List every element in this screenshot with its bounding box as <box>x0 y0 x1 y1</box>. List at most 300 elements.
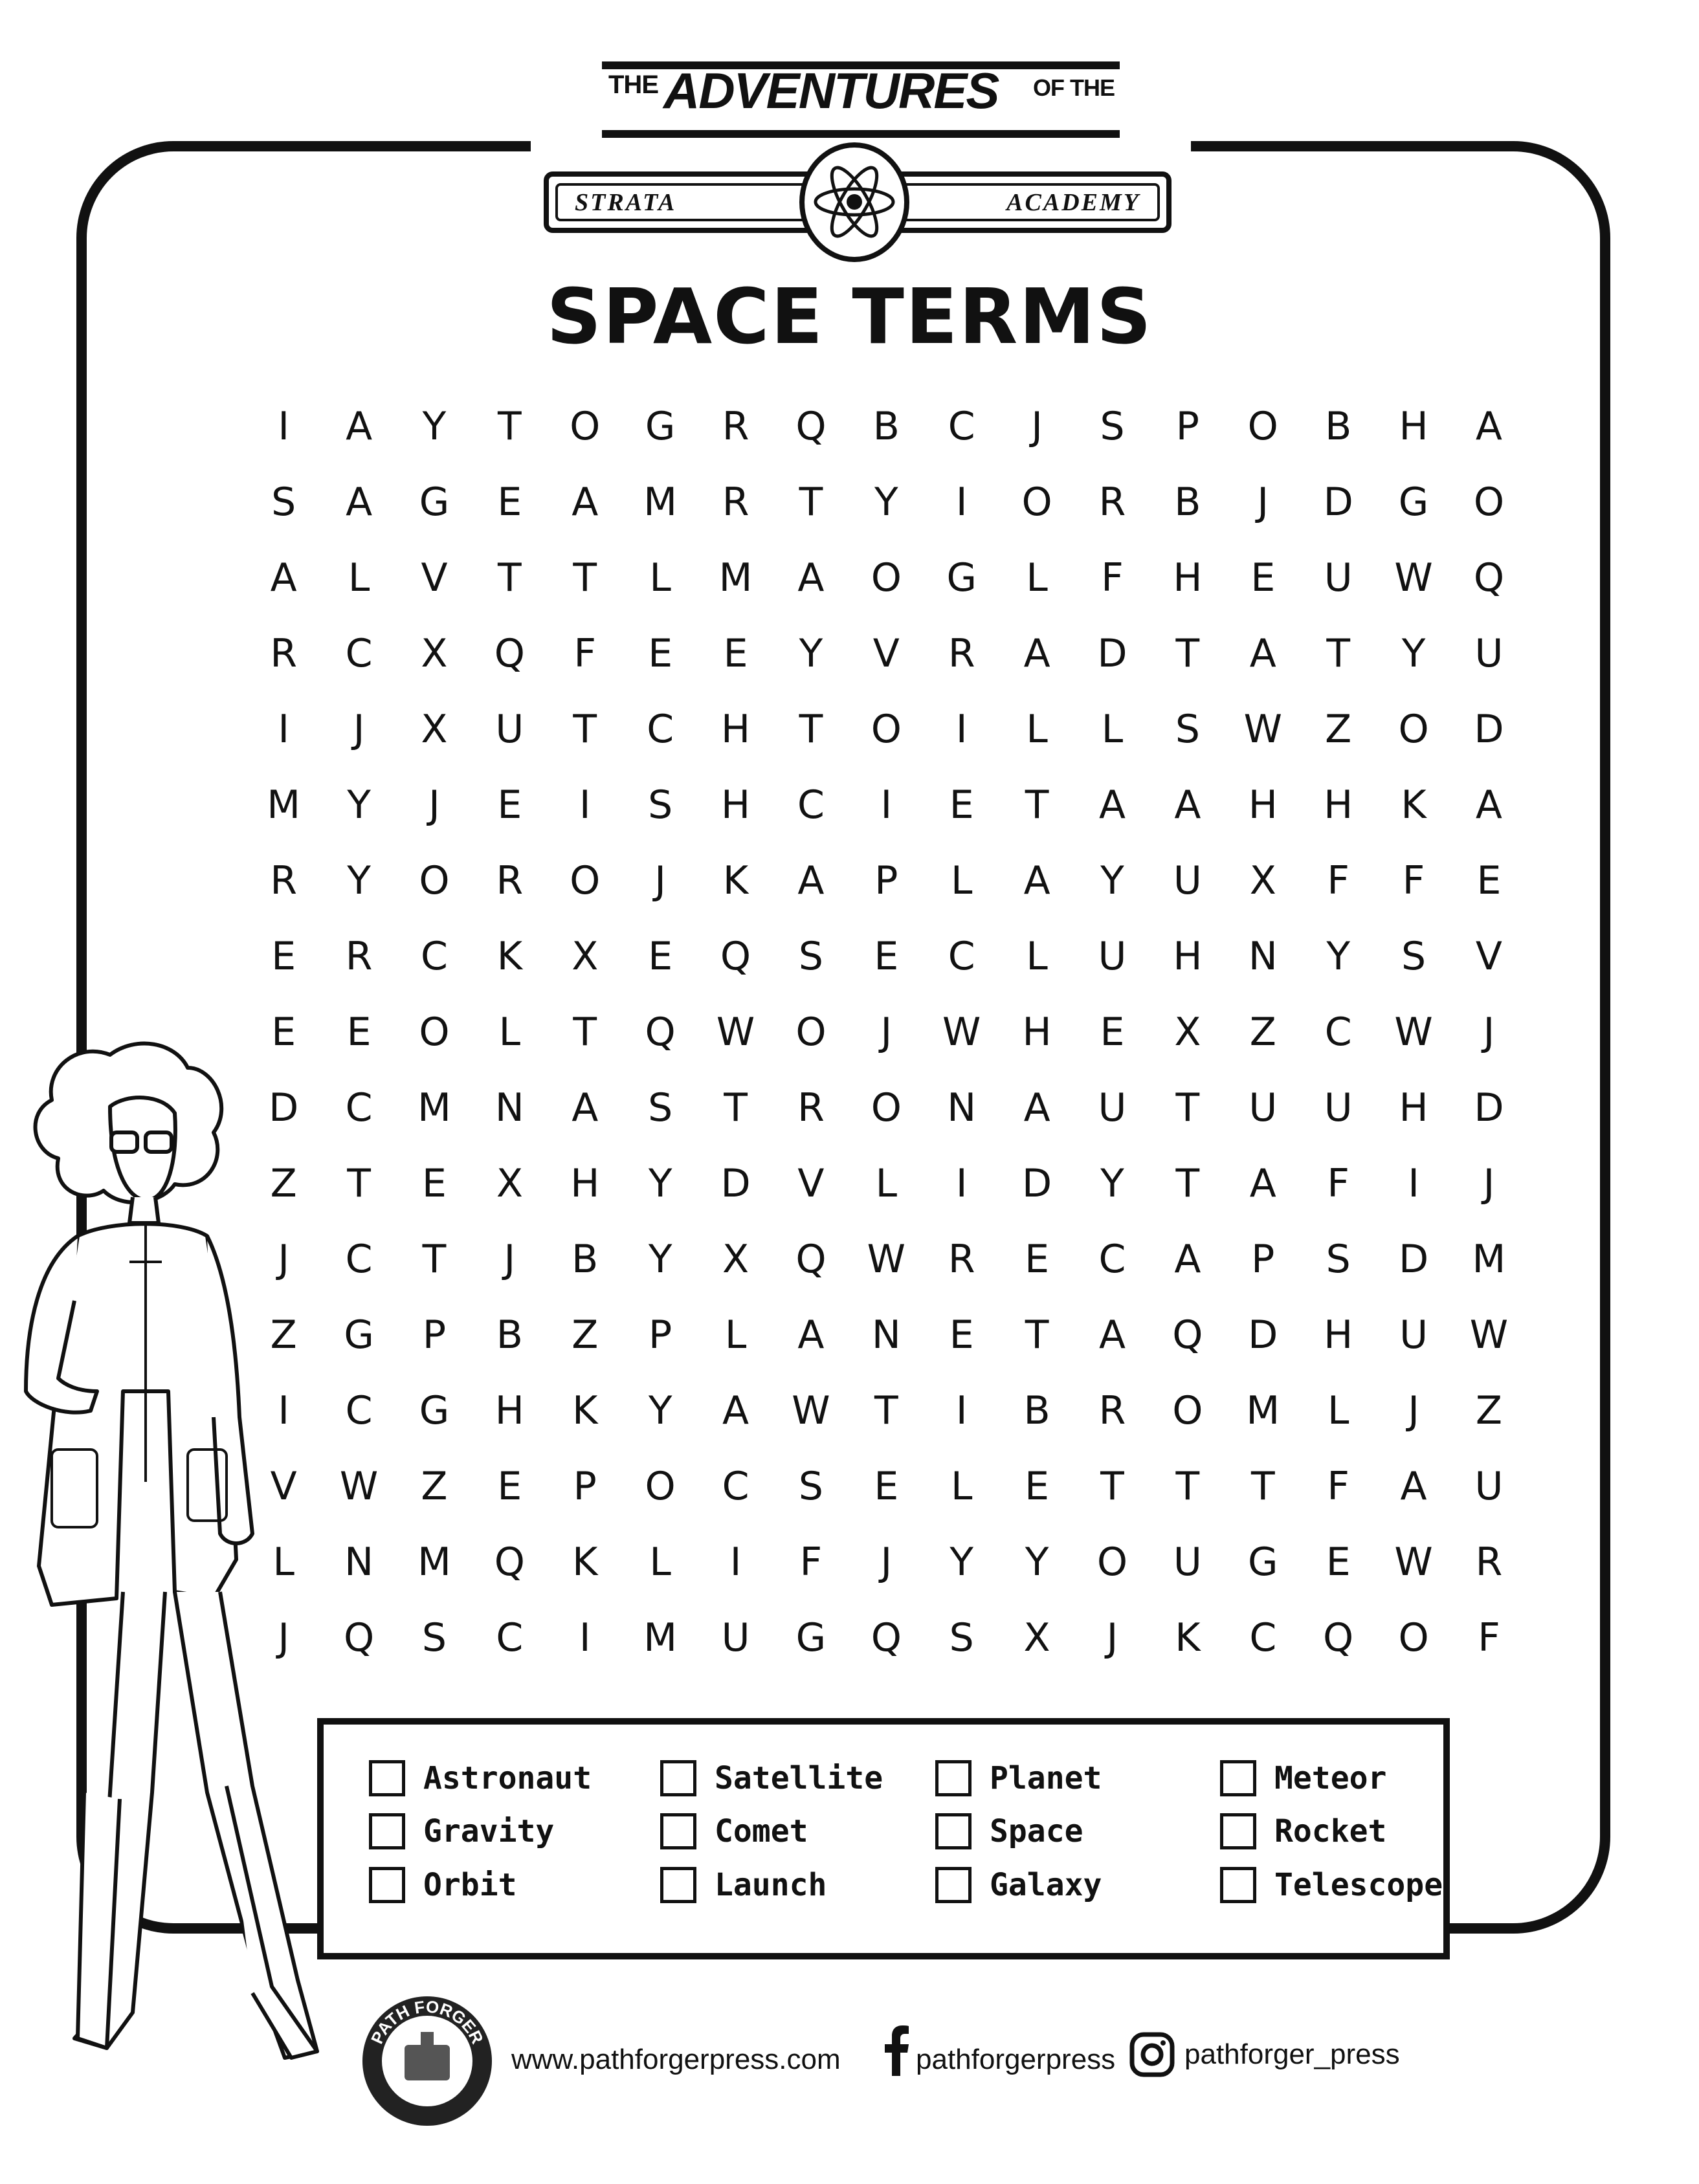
grid-letter[interactable]: V <box>872 630 900 676</box>
grid-letter[interactable]: A <box>1098 1312 1126 1358</box>
grid-letter[interactable]: H <box>1022 1009 1052 1055</box>
word-checkbox[interactable] <box>935 1867 972 1903</box>
grid-letter[interactable]: J <box>1031 403 1043 449</box>
grid-letter[interactable]: S <box>1175 706 1200 752</box>
grid-letter[interactable]: T <box>724 1085 748 1131</box>
grid-letter[interactable]: R <box>1475 1539 1503 1585</box>
grid-letter[interactable]: Y <box>347 782 371 828</box>
grid-letter[interactable]: I <box>278 403 290 449</box>
grid-letter[interactable]: A <box>1249 1160 1276 1206</box>
word-bank-item[interactable] <box>660 1867 827 1903</box>
grid-letter[interactable]: O <box>570 403 601 449</box>
grid-letter[interactable]: U <box>1474 1463 1504 1509</box>
grid-letter[interactable]: E <box>497 1463 522 1509</box>
grid-letter[interactable]: A <box>797 555 825 601</box>
word-checkbox[interactable] <box>660 1867 696 1903</box>
grid-letter[interactable]: Q <box>494 1539 525 1585</box>
grid-letter[interactable]: X <box>1023 1615 1050 1660</box>
grid-letter[interactable]: A <box>797 857 825 903</box>
grid-letter[interactable]: C <box>496 1615 524 1660</box>
grid-letter[interactable]: E <box>1025 1463 1050 1509</box>
grid-letter[interactable]: X <box>572 933 599 979</box>
grid-letter[interactable]: D <box>1022 1160 1052 1206</box>
grid-letter[interactable]: M <box>718 555 753 601</box>
grid-letter[interactable]: C <box>722 1463 750 1509</box>
grid-letter[interactable]: J <box>880 1539 893 1585</box>
grid-letter[interactable]: I <box>579 782 591 828</box>
grid-letter[interactable]: S <box>1326 1236 1351 1282</box>
grid-letter[interactable]: H <box>570 1160 600 1206</box>
grid-letter[interactable]: Z <box>421 1463 448 1509</box>
grid-letter[interactable]: L <box>950 1463 973 1509</box>
grid-letter[interactable]: H <box>1324 1312 1353 1358</box>
grid-letter[interactable]: O <box>871 706 902 752</box>
grid-letter[interactable]: H <box>720 706 751 752</box>
grid-letter[interactable]: A <box>346 479 373 525</box>
grid-letter[interactable]: O <box>795 1009 827 1055</box>
grid-letter[interactable]: U <box>1324 555 1353 601</box>
grid-letter[interactable]: M <box>643 1615 678 1660</box>
grid-letter[interactable]: T <box>1250 1463 1275 1509</box>
grid-letter[interactable]: A <box>797 1312 825 1358</box>
grid-letter[interactable]: U <box>495 706 524 752</box>
grid-letter[interactable]: T <box>573 555 597 601</box>
grid-letter[interactable]: Z <box>1325 706 1352 752</box>
grid-letter[interactable]: G <box>1398 479 1429 525</box>
grid-letter[interactable]: O <box>419 1009 450 1055</box>
grid-letter[interactable]: F <box>799 1539 823 1585</box>
grid-letter[interactable]: U <box>1399 1312 1428 1358</box>
grid-letter[interactable]: G <box>645 403 676 449</box>
grid-letter[interactable]: Q <box>1172 1312 1203 1358</box>
word-search-grid[interactable] <box>246 388 1527 1675</box>
grid-letter[interactable]: H <box>1399 1085 1428 1131</box>
grid-letter[interactable]: D <box>1474 1085 1504 1131</box>
grid-letter[interactable]: A <box>722 1387 750 1433</box>
grid-letter[interactable]: S <box>798 933 823 979</box>
grid-letter[interactable]: D <box>1474 706 1504 752</box>
word-checkbox[interactable] <box>369 1867 405 1903</box>
grid-letter[interactable]: N <box>947 1085 977 1131</box>
grid-letter[interactable]: X <box>722 1236 750 1282</box>
grid-letter[interactable]: Q <box>645 1009 676 1055</box>
grid-letter[interactable]: I <box>278 706 290 752</box>
grid-letter[interactable]: P <box>422 1312 447 1358</box>
grid-letter[interactable]: E <box>422 1160 447 1206</box>
grid-letter[interactable]: Y <box>648 1160 672 1206</box>
grid-letter[interactable]: I <box>955 1387 968 1433</box>
grid-letter[interactable]: W <box>1394 1539 1433 1585</box>
grid-letter[interactable]: V <box>421 555 448 601</box>
grid-letter[interactable]: E <box>723 630 748 676</box>
grid-letter[interactable]: E <box>874 1463 899 1509</box>
grid-letter[interactable]: E <box>271 1009 296 1055</box>
grid-letter[interactable]: Y <box>1401 630 1426 676</box>
grid-letter[interactable]: J <box>1408 1387 1419 1433</box>
grid-letter[interactable]: X <box>1174 1009 1201 1055</box>
word-checkbox[interactable] <box>935 1813 972 1849</box>
grid-letter[interactable]: T <box>1100 1463 1124 1509</box>
grid-letter[interactable]: C <box>1324 1009 1352 1055</box>
grid-letter[interactable]: T <box>1025 1312 1049 1358</box>
grid-letter[interactable]: E <box>271 933 296 979</box>
grid-letter[interactable]: E <box>1476 857 1502 903</box>
grid-letter[interactable]: X <box>496 1160 523 1206</box>
word-bank-item[interactable] <box>1220 1867 1443 1903</box>
grid-letter[interactable]: J <box>428 782 440 828</box>
word-checkbox[interactable] <box>1220 1813 1256 1849</box>
grid-letter[interactable]: J <box>504 1236 516 1282</box>
word-checkbox[interactable] <box>1220 1760 1256 1796</box>
grid-letter[interactable]: J <box>1106 1615 1118 1660</box>
grid-letter[interactable]: I <box>729 1539 742 1585</box>
grid-letter[interactable]: Y <box>1100 1160 1124 1206</box>
word-checkbox[interactable] <box>660 1760 696 1796</box>
grid-letter[interactable]: O <box>871 1085 902 1131</box>
word-bank-item[interactable] <box>1220 1813 1386 1849</box>
grid-letter[interactable]: U <box>1173 857 1202 903</box>
grid-letter[interactable]: N <box>344 1539 374 1585</box>
grid-letter[interactable]: C <box>1249 1615 1277 1660</box>
grid-letter[interactable]: Y <box>648 1236 672 1282</box>
grid-letter[interactable]: Y <box>1025 1539 1049 1585</box>
grid-letter[interactable]: J <box>1483 1160 1495 1206</box>
grid-letter[interactable]: T <box>1025 782 1049 828</box>
grid-letter[interactable]: L <box>1026 933 1048 979</box>
grid-letter[interactable]: L <box>649 555 671 601</box>
grid-letter[interactable]: S <box>1100 403 1125 449</box>
grid-letter[interactable]: T <box>1175 1085 1200 1131</box>
grid-letter[interactable]: E <box>1326 1539 1351 1585</box>
grid-letter[interactable]: N <box>1248 933 1278 979</box>
grid-letter[interactable]: L <box>950 857 973 903</box>
grid-letter[interactable]: F <box>1402 857 1425 903</box>
word-bank-item[interactable] <box>935 1867 1102 1903</box>
grid-letter[interactable]: G <box>419 1387 450 1433</box>
grid-letter[interactable]: W <box>1394 555 1433 601</box>
grid-letter[interactable]: L <box>272 1539 294 1585</box>
grid-letter[interactable]: H <box>494 1387 524 1433</box>
grid-letter[interactable]: D <box>1248 1312 1278 1358</box>
grid-letter[interactable]: I <box>278 1387 290 1433</box>
grid-letter[interactable]: D <box>1323 479 1353 525</box>
word-bank-item[interactable] <box>369 1760 592 1796</box>
grid-letter[interactable]: C <box>421 933 448 979</box>
grid-letter[interactable]: Q <box>871 1615 902 1660</box>
grid-letter[interactable]: E <box>648 933 673 979</box>
grid-letter[interactable]: B <box>1023 1387 1050 1433</box>
grid-letter[interactable]: S <box>648 1085 673 1131</box>
grid-letter[interactable]: L <box>1101 706 1124 752</box>
grid-letter[interactable]: G <box>419 479 450 525</box>
grid-letter[interactable]: T <box>799 706 823 752</box>
grid-letter[interactable]: I <box>955 479 968 525</box>
grid-letter[interactable]: T <box>422 1236 447 1282</box>
grid-letter[interactable]: M <box>417 1085 451 1131</box>
word-bank-item[interactable] <box>660 1813 808 1849</box>
grid-letter[interactable]: E <box>497 782 522 828</box>
grid-letter[interactable]: D <box>1398 1236 1429 1282</box>
grid-letter[interactable]: U <box>1098 933 1127 979</box>
grid-letter[interactable]: R <box>1098 1387 1126 1433</box>
grid-letter[interactable]: O <box>419 857 450 903</box>
grid-letter[interactable]: E <box>949 1312 974 1358</box>
grid-letter[interactable]: Y <box>1326 933 1350 979</box>
grid-letter[interactable]: P <box>573 1463 597 1509</box>
word-checkbox[interactable] <box>369 1813 405 1849</box>
grid-letter[interactable]: J <box>1257 479 1269 525</box>
grid-letter[interactable]: M <box>267 782 301 828</box>
grid-letter[interactable]: A <box>346 403 373 449</box>
grid-letter[interactable]: P <box>649 1312 672 1358</box>
grid-letter[interactable]: I <box>579 1615 591 1660</box>
grid-letter[interactable]: O <box>1096 1539 1128 1585</box>
website-link[interactable]: www.pathforgerpress.com <box>511 2044 841 2075</box>
grid-letter[interactable]: U <box>1324 1085 1353 1131</box>
grid-letter[interactable]: U <box>1249 1085 1278 1131</box>
grid-letter[interactable]: Q <box>494 630 525 676</box>
grid-letter[interactable]: Q <box>1473 555 1505 601</box>
grid-letter[interactable]: X <box>421 630 448 676</box>
grid-letter[interactable]: L <box>875 1160 898 1206</box>
grid-letter[interactable]: H <box>1173 555 1203 601</box>
grid-letter[interactable]: R <box>270 857 298 903</box>
facebook-handle[interactable]: pathforgerpress <box>916 2044 1116 2075</box>
grid-letter[interactable]: B <box>572 1236 599 1282</box>
grid-letter[interactable]: F <box>1327 857 1349 903</box>
grid-letter[interactable]: O <box>871 555 902 601</box>
grid-letter[interactable]: N <box>871 1312 901 1358</box>
grid-letter[interactable]: Z <box>270 1160 297 1206</box>
instagram-handle[interactable]: pathforger_press <box>1184 2038 1400 2070</box>
grid-letter[interactable]: E <box>346 1009 372 1055</box>
grid-letter[interactable]: F <box>1327 1160 1349 1206</box>
grid-letter[interactable]: L <box>724 1312 747 1358</box>
grid-letter[interactable]: C <box>345 1236 373 1282</box>
grid-letter[interactable]: T <box>1326 630 1350 676</box>
grid-letter[interactable]: E <box>1025 1236 1050 1282</box>
grid-letter[interactable]: D <box>720 1160 751 1206</box>
grid-letter[interactable]: G <box>344 1312 374 1358</box>
grid-letter[interactable]: R <box>948 630 975 676</box>
grid-letter[interactable]: Q <box>795 1236 827 1282</box>
grid-letter[interactable]: S <box>271 479 296 525</box>
grid-letter[interactable]: T <box>573 1009 597 1055</box>
grid-letter[interactable]: K <box>496 933 523 979</box>
grid-letter[interactable]: G <box>946 555 977 601</box>
grid-letter[interactable]: Q <box>343 1615 375 1660</box>
grid-letter[interactable]: F <box>1478 1615 1500 1660</box>
grid-letter[interactable]: A <box>1249 630 1276 676</box>
word-checkbox[interactable] <box>660 1813 696 1849</box>
grid-letter[interactable]: O <box>570 857 601 903</box>
grid-letter[interactable]: W <box>1243 706 1282 752</box>
grid-letter[interactable]: W <box>1394 1009 1433 1055</box>
grid-letter[interactable]: I <box>955 706 968 752</box>
word-bank-item[interactable] <box>369 1867 517 1903</box>
grid-letter[interactable]: A <box>1400 1463 1427 1509</box>
grid-letter[interactable]: J <box>1483 1009 1495 1055</box>
grid-letter[interactable]: T <box>1175 1160 1200 1206</box>
grid-letter[interactable]: A <box>1023 630 1050 676</box>
grid-letter[interactable]: L <box>649 1539 671 1585</box>
grid-letter[interactable]: W <box>1469 1312 1509 1358</box>
grid-letter[interactable]: K <box>572 1387 598 1433</box>
grid-letter[interactable]: A <box>572 479 599 525</box>
grid-letter[interactable]: T <box>573 706 597 752</box>
grid-letter[interactable]: J <box>278 1236 290 1282</box>
grid-letter[interactable]: B <box>1174 479 1201 525</box>
grid-letter[interactable]: M <box>417 1539 451 1585</box>
grid-letter[interactable]: T <box>498 555 522 601</box>
grid-letter[interactable]: Y <box>347 857 371 903</box>
grid-letter[interactable]: K <box>572 1539 598 1585</box>
grid-letter[interactable]: K <box>722 857 749 903</box>
grid-letter[interactable]: O <box>1172 1387 1203 1433</box>
grid-letter[interactable]: H <box>720 782 751 828</box>
grid-letter[interactable]: A <box>572 1085 599 1131</box>
grid-letter[interactable]: K <box>1175 1615 1201 1660</box>
grid-letter[interactable]: Z <box>572 1312 599 1358</box>
grid-letter[interactable]: Y <box>1100 857 1124 903</box>
grid-letter[interactable]: H <box>1324 782 1353 828</box>
grid-letter[interactable]: R <box>496 857 524 903</box>
grid-letter[interactable]: L <box>348 555 370 601</box>
grid-letter[interactable]: Z <box>270 1312 297 1358</box>
grid-letter[interactable]: C <box>797 782 825 828</box>
grid-letter[interactable]: V <box>1475 933 1502 979</box>
grid-letter[interactable]: T <box>874 1387 898 1433</box>
grid-letter[interactable]: F <box>573 630 597 676</box>
grid-letter[interactable]: O <box>1473 479 1505 525</box>
grid-letter[interactable]: U <box>1173 1539 1202 1585</box>
grid-letter[interactable]: Z <box>1249 1009 1276 1055</box>
grid-letter[interactable]: S <box>798 1463 823 1509</box>
word-checkbox[interactable] <box>1220 1867 1256 1903</box>
grid-letter[interactable]: H <box>1248 782 1278 828</box>
grid-letter[interactable]: A <box>1475 403 1502 449</box>
grid-letter[interactable]: C <box>1098 1236 1126 1282</box>
grid-letter[interactable]: B <box>1325 403 1352 449</box>
grid-letter[interactable]: T <box>1175 630 1200 676</box>
grid-letter[interactable]: C <box>647 706 674 752</box>
grid-letter[interactable]: M <box>1472 1236 1506 1282</box>
grid-letter[interactable]: L <box>1026 706 1048 752</box>
grid-letter[interactable]: L <box>1026 555 1048 601</box>
word-checkbox[interactable] <box>935 1760 972 1796</box>
grid-letter[interactable]: P <box>874 857 898 903</box>
grid-letter[interactable]: Y <box>422 403 447 449</box>
grid-letter[interactable]: E <box>1100 1009 1125 1055</box>
grid-letter[interactable]: Y <box>949 1539 974 1585</box>
word-bank-item[interactable] <box>369 1813 554 1849</box>
grid-letter[interactable]: J <box>353 706 365 752</box>
grid-letter[interactable]: R <box>270 630 298 676</box>
grid-letter[interactable]: V <box>270 1463 297 1509</box>
grid-letter[interactable]: D <box>269 1085 299 1131</box>
grid-letter[interactable]: G <box>795 1615 827 1660</box>
grid-letter[interactable]: A <box>1023 1085 1050 1131</box>
word-bank-item[interactable] <box>1220 1760 1386 1796</box>
grid-letter[interactable]: Y <box>648 1387 672 1433</box>
word-bank-item[interactable] <box>935 1813 1083 1849</box>
grid-letter[interactable]: T <box>498 403 522 449</box>
grid-letter[interactable]: F <box>1101 555 1124 601</box>
grid-letter[interactable]: R <box>722 403 750 449</box>
grid-letter[interactable]: Z <box>1475 1387 1502 1433</box>
grid-letter[interactable]: S <box>421 1615 447 1660</box>
grid-letter[interactable]: W <box>867 1236 905 1282</box>
grid-letter[interactable]: D <box>1097 630 1127 676</box>
grid-letter[interactable]: Q <box>720 933 751 979</box>
grid-letter[interactable]: H <box>1173 933 1203 979</box>
grid-letter[interactable]: U <box>1474 630 1504 676</box>
grid-letter[interactable]: I <box>880 782 893 828</box>
grid-letter[interactable]: L <box>498 1009 521 1055</box>
grid-letter[interactable]: E <box>648 630 673 676</box>
grid-letter[interactable]: M <box>643 479 678 525</box>
grid-letter[interactable]: R <box>722 479 750 525</box>
grid-letter[interactable]: S <box>648 782 673 828</box>
grid-letter[interactable]: A <box>1023 857 1050 903</box>
grid-letter[interactable]: E <box>874 933 899 979</box>
grid-letter[interactable]: W <box>716 1009 755 1055</box>
grid-letter[interactable]: I <box>1408 1160 1419 1206</box>
grid-letter[interactable]: C <box>948 403 975 449</box>
grid-letter[interactable]: P <box>1251 1236 1275 1282</box>
grid-letter[interactable]: A <box>1475 782 1502 828</box>
grid-letter[interactable]: R <box>1098 479 1126 525</box>
grid-letter[interactable]: U <box>721 1615 750 1660</box>
grid-letter[interactable]: A <box>1098 782 1126 828</box>
grid-letter[interactable]: E <box>1250 555 1276 601</box>
grid-letter[interactable]: Y <box>799 630 823 676</box>
grid-letter[interactable]: E <box>497 479 522 525</box>
grid-letter[interactable]: V <box>797 1160 825 1206</box>
grid-letter[interactable]: E <box>949 782 974 828</box>
grid-letter[interactable]: P <box>1175 403 1199 449</box>
grid-letter[interactable]: O <box>1247 403 1278 449</box>
grid-letter[interactable]: H <box>1399 403 1428 449</box>
grid-letter[interactable]: S <box>1401 933 1427 979</box>
grid-letter[interactable]: M <box>1246 1387 1280 1433</box>
grid-letter[interactable]: K <box>1401 782 1427 828</box>
grid-letter[interactable]: O <box>1398 1615 1429 1660</box>
grid-letter[interactable]: C <box>345 1387 373 1433</box>
grid-letter[interactable]: C <box>345 1085 373 1131</box>
grid-letter[interactable]: Y <box>874 479 898 525</box>
grid-letter[interactable]: A <box>1174 1236 1201 1282</box>
grid-letter[interactable]: J <box>880 1009 893 1055</box>
grid-letter[interactable]: T <box>799 479 823 525</box>
grid-letter[interactable]: B <box>496 1312 523 1358</box>
grid-letter[interactable]: T <box>347 1160 371 1206</box>
grid-letter[interactable]: B <box>872 403 900 449</box>
grid-letter[interactable]: F <box>1327 1463 1349 1509</box>
grid-letter[interactable]: T <box>1175 1463 1200 1509</box>
grid-letter[interactable]: Q <box>1323 1615 1354 1660</box>
grid-letter[interactable]: A <box>270 555 297 601</box>
grid-letter[interactable]: W <box>942 1009 981 1055</box>
grid-letter[interactable]: R <box>948 1236 975 1282</box>
grid-letter[interactable]: O <box>1021 479 1052 525</box>
grid-letter[interactable]: W <box>339 1463 379 1509</box>
grid-letter[interactable]: I <box>955 1160 968 1206</box>
grid-letter[interactable]: J <box>654 857 666 903</box>
grid-letter[interactable]: G <box>1248 1539 1278 1585</box>
word-checkbox[interactable] <box>369 1760 405 1796</box>
grid-letter[interactable]: X <box>1249 857 1276 903</box>
